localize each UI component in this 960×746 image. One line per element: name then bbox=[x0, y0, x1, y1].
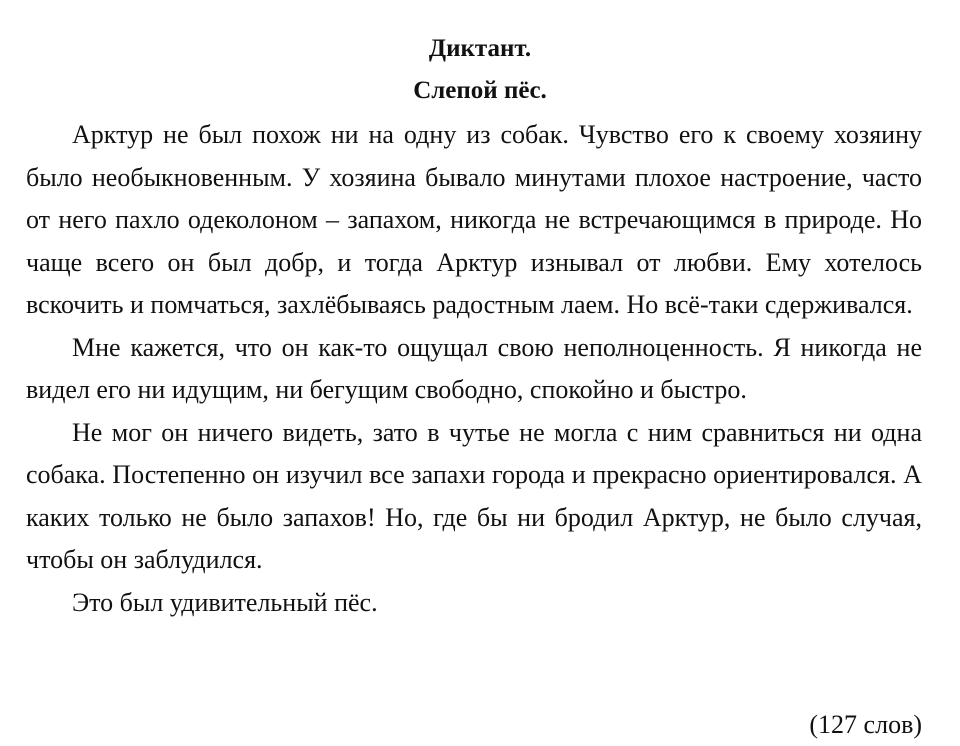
document-title: Диктант. bbox=[428, 35, 532, 62]
paragraph-1: Арктур не был похож ни на одну из собак. Чувство его к своему хозяину было необыкновенным. У хозяина бывало минутами плохое настроение, часто от него пахло одеколоном – запахом, никогда не встречающимся в природе. Но чаще всего он был добр, и тогда Арктур изнывал от любви. Ему хотелось вскочить и помчаться, захлёбываясь радостным лаем. Но всё-таки сдерживался. bbox=[26, 120, 922, 319]
word-count: (127 слов) bbox=[809, 710, 922, 739]
dictation-text bbox=[26, 114, 922, 624]
paragraph-4: Это был удивительный пёс. bbox=[72, 587, 378, 617]
story-title: Слепой пёс. bbox=[413, 77, 547, 104]
heading-block bbox=[0, 28, 960, 112]
paragraph-3: Не мог он ничего видеть, зато в чутье не могла с ним сравниться ни одна собака. Постепенно он изучил все запахи города и прекрасно ориентировался. А каких только не было запахов! Но, где бы ни бродил Арктур, не было случая, чтобы он заблудился. bbox=[26, 417, 922, 574]
paragraph-2: Мне кажется, что он как-то ощущал свою неполноценность. Я никогда не видел его ни идущим, ни бегущим свободно, спокойно и быстро. bbox=[26, 332, 922, 404]
